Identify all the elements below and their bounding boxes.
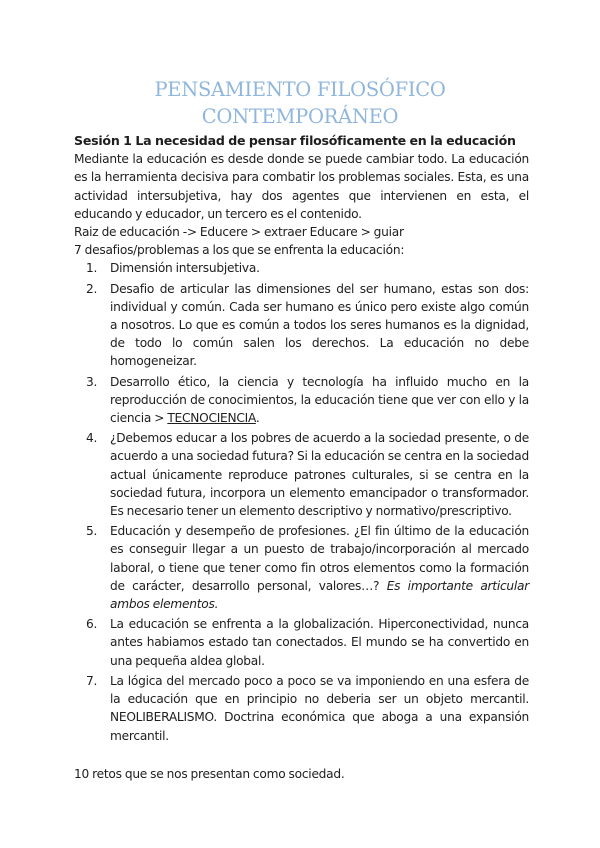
- list-item: [74, 522, 529, 613]
- list-item: [74, 280, 529, 371]
- list-number: 1.: [86, 261, 98, 276]
- intro-paragraph: Mediante la educación es desde donde se puede cambiar todo. La educación es la herramienta decisiva para combatir los problemas sociales. Esta, es una actividad intersubjetiva, hay dos agentes que intervienen en esta, el educando y educador, un tercero es el contenido.: [74, 152, 529, 221]
- document-body: [74, 132, 529, 783]
- list-item: [74, 672, 529, 745]
- list-item-text: Educación y desempeño de profesiones. ¿El fin último de la educación es conseguir llegar a un puesto de trabajo/incorporación al mercado laboral, o tiene que tener como fin otros elementos como la formación de carácter, desarrollo personal, valores…?: [110, 524, 529, 593]
- title-line-2: CONTEMPORÁNEO: [201, 105, 399, 128]
- list-item-text: La educación se enfrenta a la globalización. Hiperconectividad, nunca antes habiamos estado tan conectados. El mundo se ha convertido en una pequeña aldea global.: [110, 617, 529, 668]
- list-item-text: Desarrollo ético, la ciencia y tecnología ha influido mucho en la reproducción de conocimientos, la educación tiene que ver con ello y la ciencia >: [110, 374, 529, 426]
- closing-line: 10 retos que se nos presentan como sociedad.: [74, 766, 345, 781]
- list-number: 3.: [86, 374, 98, 389]
- root-line: Raiz de educación -> Educere > extraer Educare > guiar: [74, 225, 404, 240]
- list-number: 2.: [86, 281, 98, 296]
- list-item-text: La lógica del mercado poco a poco se va imponiendo en una esfera de la educación que en principio no deberia ser un objeto mercantil. NEOLIBERALISMO. Doctrina económica que aboga a una expansión mercantil.: [110, 673, 529, 743]
- list-item-text: Dimensión intersubjetiva.: [110, 261, 260, 276]
- tecnociencia-term: TECNOCIENCIA: [167, 411, 256, 426]
- list-item-tail: .: [255, 411, 260, 426]
- list-item: [74, 259, 529, 277]
- list-item: [74, 615, 529, 670]
- spacer: [74, 747, 529, 765]
- list-item-text: ¿Debemos educar a los pobres de acuerdo a la sociedad presente, o de acuerdo a una sociedad futura? Si la educación se centra en la sociedad actual únicamente reproduce patrones culturales, si se centra en la sociedad futura, incorpora un elemento emancipador o transformador. Es necesario tener un elemento descriptivo y normativo/prescriptivo.: [110, 431, 529, 519]
- list-number: 4.: [86, 431, 98, 446]
- challenges-list: [74, 259, 529, 744]
- italic-note: Es importante articular ambos elementos.: [110, 578, 530, 612]
- document-title: [0, 76, 600, 130]
- challenges-intro: 7 desafios/problemas a los que se enfrenta la educación:: [74, 243, 405, 258]
- title-line-1: PENSAMIENTO FILOSÓFICO: [154, 78, 446, 101]
- list-item: [74, 373, 529, 428]
- list-item-text: Desafio de articular las dimensiones del ser humano, estas son dos: individual y común. Cada ser humano es único pero existe algo común a nosotros. Lo que es común a todos los seres humanos es la dignidad, de todo lo común salen los derechos. La educación no debe homogeneizar.: [110, 281, 529, 369]
- list-number: 7.: [86, 673, 98, 688]
- list-number: 6.: [86, 617, 98, 632]
- list-number: 5.: [86, 524, 98, 539]
- list-item: [74, 429, 529, 520]
- session-heading: Sesión 1 La necesidad de pensar filosóficamente en la educación: [74, 133, 516, 148]
